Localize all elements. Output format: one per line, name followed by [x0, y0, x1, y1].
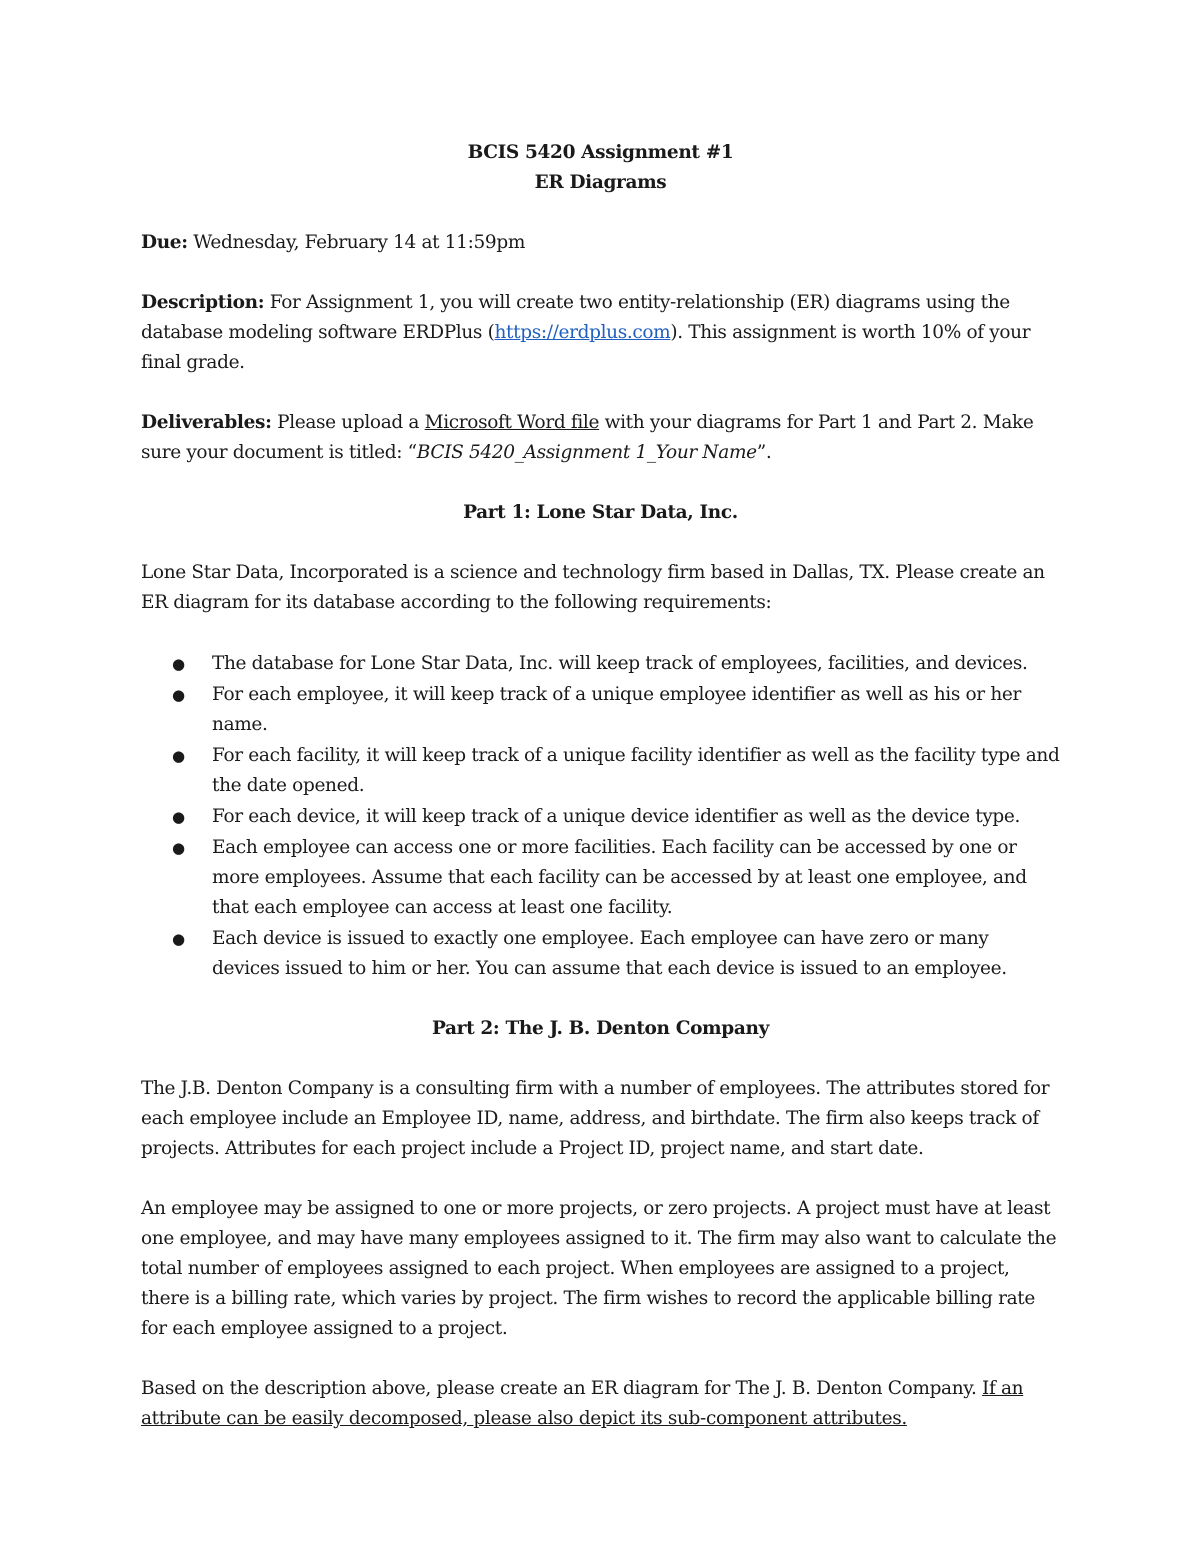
list-item-text: For each device, it will keep track of a unique device identifier as well as the device type.: [212, 806, 1021, 827]
part2-paragraph-3-text: Based on the description above, please create an ER diagram for The J. B. Denton Company.: [141, 1378, 977, 1399]
deliverables-label: Deliverables:: [141, 412, 272, 433]
deliverables-file-type: Microsoft Word file: [424, 412, 600, 433]
part2-paragraph-2: An employee may be assigned to one or more projects, or zero projects. A project must have at least one employee, and may have many employees assigned to it. The firm may also want to calculate the total number of employees assigned to each project. When employees are assigned to a project, there is a billing rate, which varies by project. The firm wishes to record the applicable billing rate for each employee assigned to a project.: [141, 1198, 1057, 1339]
deliverables-paragraph: [141, 408, 1060, 468]
list-item-text: For each facility, it will keep track of a unique facility identifier as well as the facility type and the date opened.: [212, 745, 1060, 796]
list-item-text: Each employee can access one or more facilities. Each facility can be accessed by one or more employees. Assume that each facility can be accessed by at least one employee, and that each employee can access at least one facility.: [212, 837, 1027, 918]
deliverables-text-end: ”.: [756, 442, 772, 463]
part2-heading: Part 2: The J. B. Denton Company: [431, 1018, 770, 1039]
part2-paragraph-1: The J.B. Denton Company is a consulting firm with a number of employees. The attributes stored for each employee include an Employee ID, name, address, and birthdate. The firm also keeps track of projects. Attributes for each project include a Project ID, project name, and start date.: [141, 1078, 1050, 1159]
part2-paragraph-3: [141, 1374, 1060, 1434]
description-text-end: ). This assignment is worth 10% of your final grade.: [141, 322, 1031, 373]
list-item-text: Each device is issued to exactly one employee. Each employee can have zero or many devices issued to him or her. You can assume that each device is issued to an employee.: [212, 928, 1007, 979]
part1-requirements-list: [141, 649, 1060, 984]
deliverables-filename: BCIS 5420_Assignment 1_Your Name: [416, 442, 757, 463]
document-title: BCIS 5420 Assignment #1: [467, 142, 734, 163]
list-item: [141, 924, 1060, 984]
bullet-icon: ●: [172, 747, 185, 765]
part2-paragraph-3-emphasis: If an attribute can be easily decomposed, please also depict its sub-component attributes.: [141, 1378, 1024, 1429]
bullet-icon: ●: [172, 930, 185, 948]
document-subtitle: ER Diagrams: [534, 172, 667, 193]
part1-intro: Lone Star Data, Incorporated is a science and technology firm based in Dallas, TX. Please create an ER diagram for its database according to the following requirements:: [141, 562, 1045, 613]
due-text: Wednesday, February 14 at 11:59pm: [193, 232, 526, 253]
part1-heading: Part 1: Lone Star Data, Inc.: [463, 502, 738, 523]
list-item: [141, 833, 1060, 923]
list-item-text: For each employee, it will keep track of a unique employee identifier as well as his or her name.: [212, 684, 1021, 735]
list-item: [141, 802, 1060, 832]
list-item: [141, 680, 1060, 740]
due-label: Due:: [141, 232, 188, 253]
description-label: Description:: [141, 292, 265, 313]
bullet-icon: ●: [172, 808, 185, 826]
deliverables-text-middle: with your diagrams for Part 1 and Part 2. Make sure your document is titled: “: [141, 412, 1034, 463]
list-item: [141, 649, 1060, 679]
list-item-text: The database for Lone Star Data, Inc. will keep track of employees, facilities, and devices.: [212, 653, 1028, 674]
deliverables-text: Please upload a: [277, 412, 420, 433]
bullet-icon: ●: [172, 655, 185, 673]
bullet-icon: ●: [172, 839, 185, 857]
erdplus-link[interactable]: https://erdplus.com: [494, 322, 671, 343]
bullet-icon: ●: [172, 686, 185, 704]
description-text: For Assignment 1, you will create two entity-relationship (ER) diagrams using the database modeling software ERDPlus (: [141, 292, 1010, 343]
due-line: [141, 228, 1060, 258]
description-paragraph: [141, 288, 1060, 378]
list-item: [141, 741, 1060, 801]
